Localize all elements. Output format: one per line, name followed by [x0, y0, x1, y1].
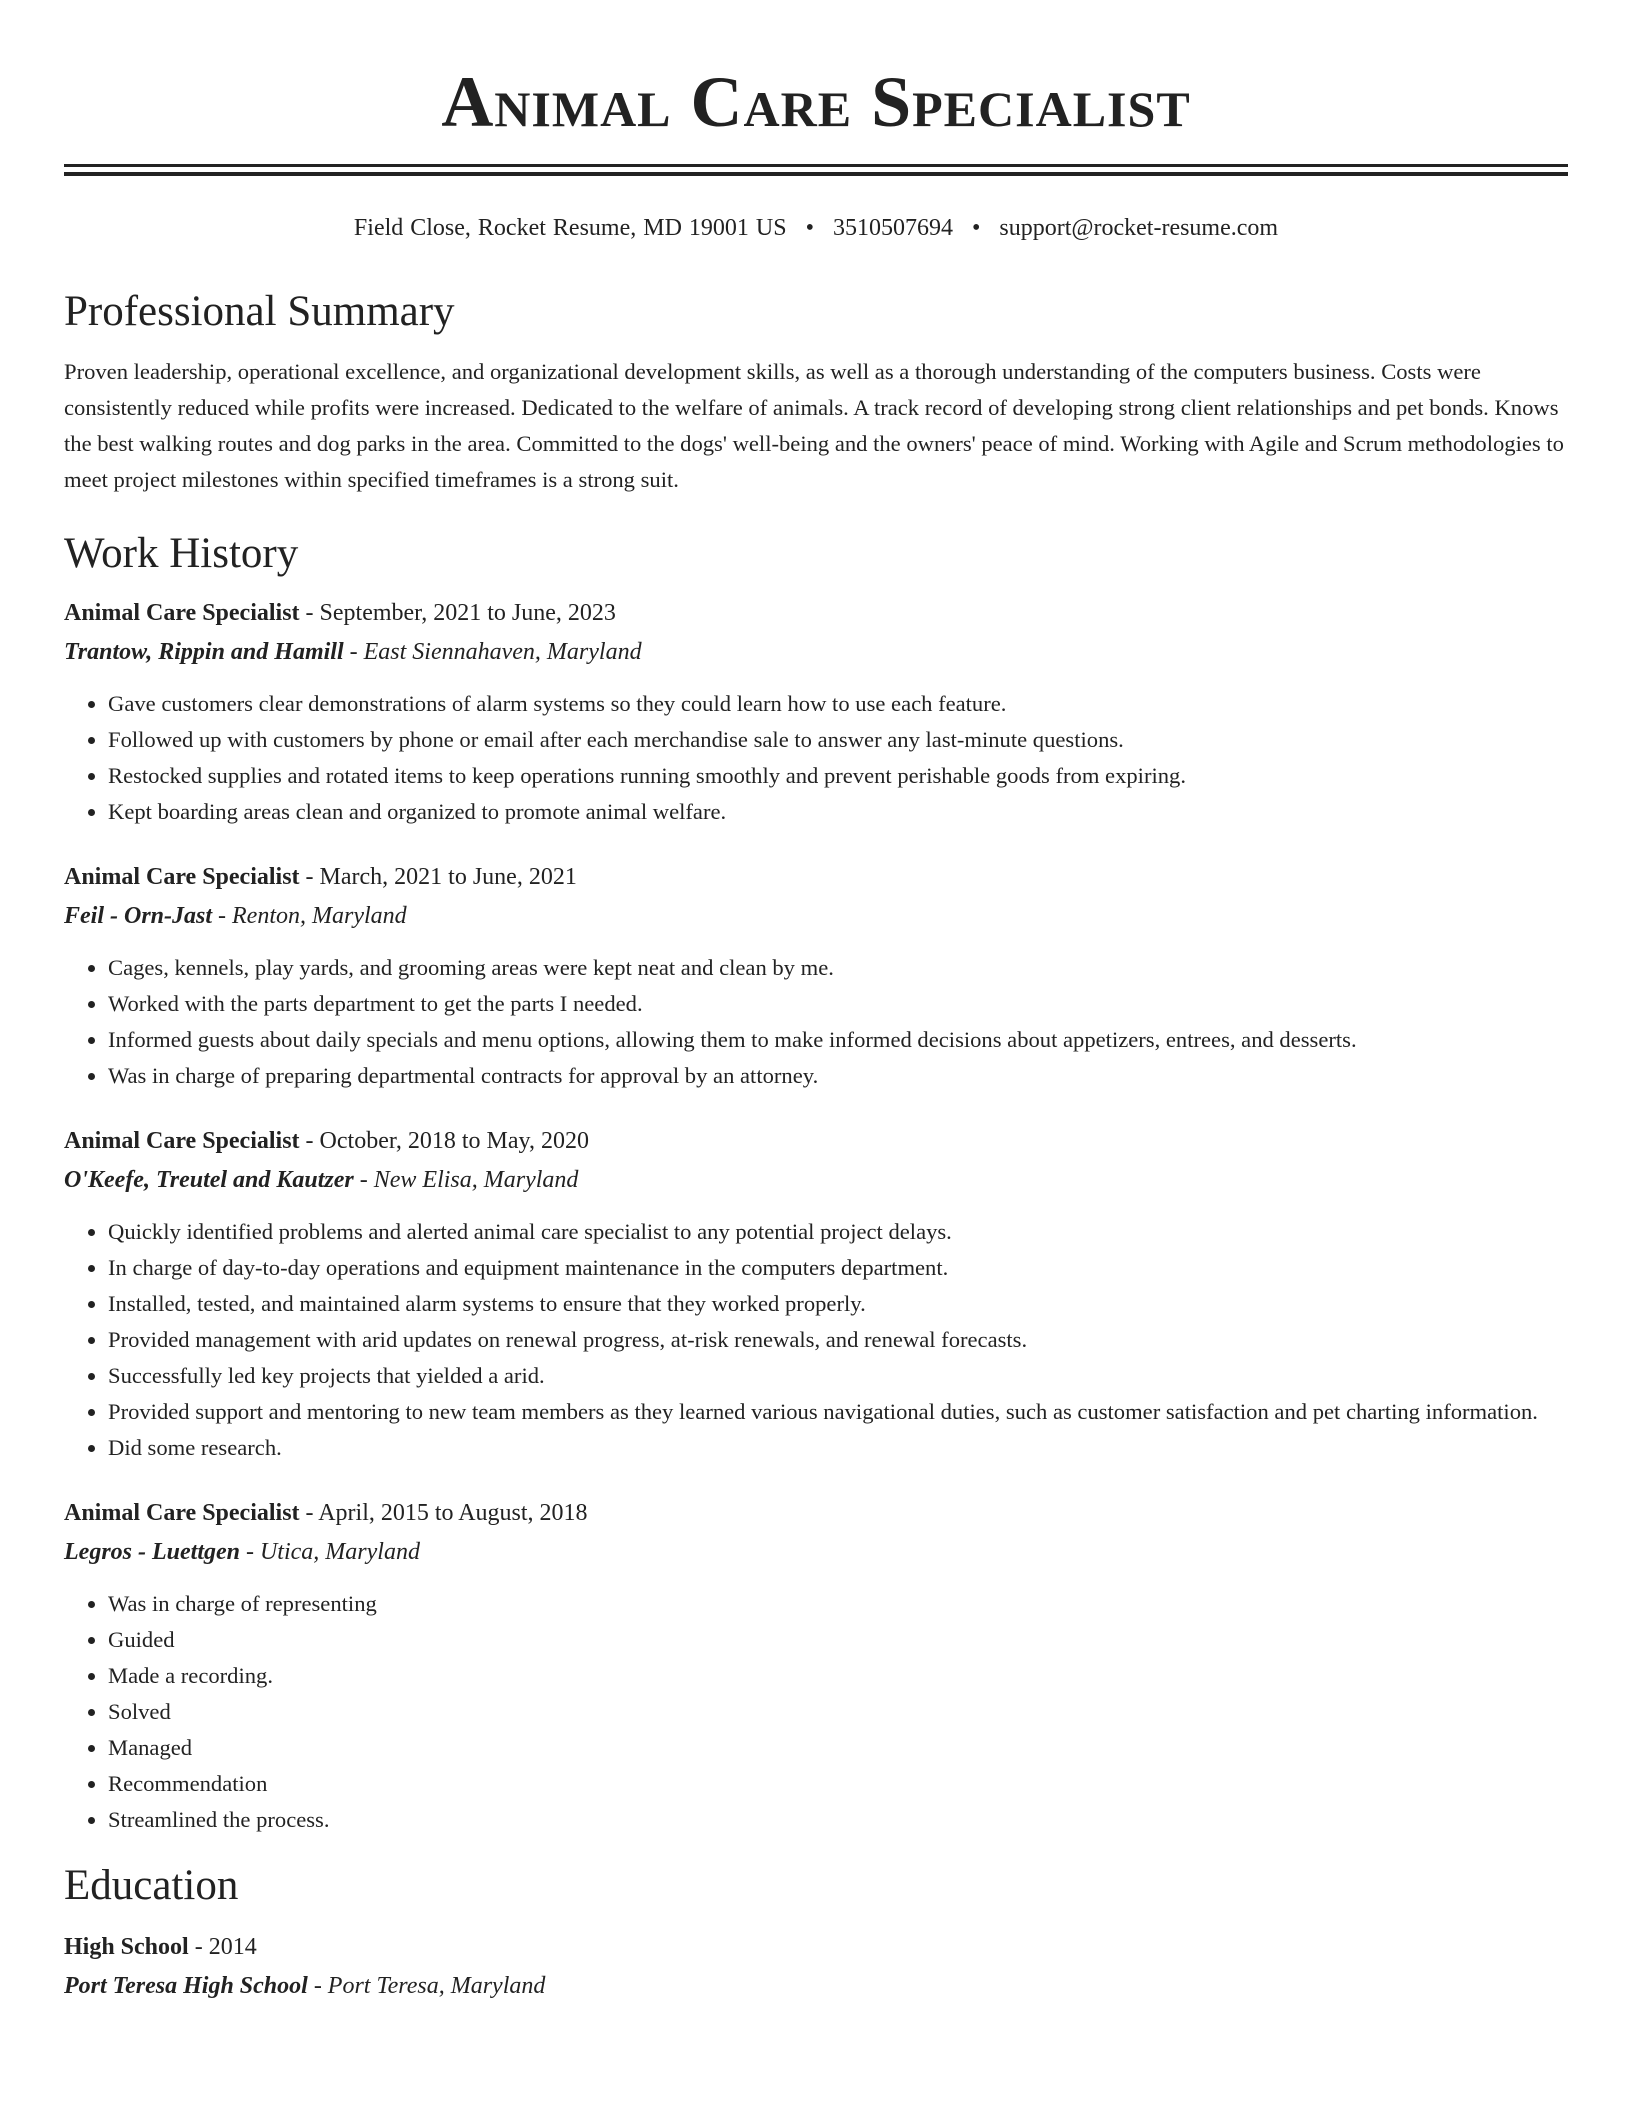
contact-address: Field Close, Rocket Resume, MD 19001 US — [353, 215, 787, 241]
job-dates: - October, 2018 to May, 2020 — [299, 1128, 589, 1154]
education-entry — [64, 1928, 1568, 2006]
employer-name: Legros - Luettgen — [64, 1539, 240, 1565]
job-bullet: • Informed guests about daily specials and menu options, allowing them to make informed decisions about appetizers, entrees, and desserts. — [108, 1022, 1568, 1058]
contact-phone: 3510507694 — [832, 215, 953, 241]
job-bullet: • Did some research. — [108, 1430, 1568, 1466]
job-title: Animal Care Specialist — [64, 1500, 300, 1526]
job-bullet: • Quickly identified problems and alerted animal care specialist to any potential project delays. — [108, 1214, 1568, 1250]
job-bullet: • Gave customers clear demonstrations of alarm systems so they could learn how to use each feature. — [108, 686, 1568, 722]
contact-line — [64, 212, 1568, 244]
employer-location: - East Siennahaven, Maryland — [343, 639, 642, 665]
job-bullet: • Provided support and mentoring to new team members as they learned various navigational duties, such as customer satisfaction and pet charting information. — [108, 1394, 1568, 1430]
title-divider-thick — [64, 164, 1568, 167]
title-divider-thin — [64, 172, 1568, 176]
job-title: Animal Care Specialist — [64, 864, 300, 890]
school-line — [64, 1966, 1568, 2006]
school-name: Port Teresa High School — [64, 1973, 308, 1999]
job-bullets — [64, 950, 1568, 1094]
job-bullet: • Installed, tested, and maintained alarm systems to ensure that they worked properly. — [108, 1286, 1568, 1322]
job-bullet: • Worked with the parts department to get the parts I needed. — [108, 986, 1568, 1022]
employer-name: Feil - Orn-Jast — [64, 903, 213, 929]
job-title-line — [64, 594, 1568, 632]
employer-location: - Renton, Maryland — [212, 903, 407, 929]
contact-email: support@rocket-resume.com — [999, 215, 1279, 241]
job-bullet: • In charge of day-to-day operations and equipment maintenance in the computers department. — [108, 1250, 1568, 1286]
graduation-year: - 2014 — [188, 1934, 257, 1960]
employer-name: O'Keefe, Treutel and Kautzer — [64, 1167, 354, 1193]
job-title-line — [64, 1494, 1568, 1532]
job-entry — [64, 1122, 1568, 1466]
job-title-line — [64, 858, 1568, 896]
employer-location: - New Elisa, Maryland — [353, 1167, 579, 1193]
job-bullet: • Kept boarding areas clean and organized to promote animal welfare. — [108, 794, 1568, 830]
employer-location: - Utica, Maryland — [239, 1539, 420, 1565]
work-history-heading: Work History — [64, 530, 299, 577]
employer-line — [64, 632, 1568, 672]
job-bullets — [64, 1586, 1568, 1838]
employer-line — [64, 1532, 1568, 1572]
job-bullet: • Guided — [108, 1622, 1568, 1658]
job-bullet: • Followed up with customers by phone or email after each merchandise sale to answer any last-minute questions. — [108, 722, 1568, 758]
contact-separator: • — [971, 215, 981, 241]
job-dates: - September, 2021 to June, 2023 — [299, 600, 616, 626]
job-bullet: • Was in charge of preparing departmental contracts for approval by an attorney. — [108, 1058, 1568, 1094]
employer-line — [64, 896, 1568, 936]
job-bullet: • Was in charge of representing — [108, 1586, 1568, 1622]
summary-text: Proven leadership, operational excellence, and organizational development skills, as well as a thorough understanding of the computers business. Costs were consistently reduced while profits were increased. Dedicated to the welfare of animals. A track record of developing strong client relationships and pet bonds. Knows the best walking routes and dog parks in the area. Committed to the dogs' well-being and the owners' peace of mind. Working with Agile and Scrum methodologies to meet project milestones within specified timeframes is a strong suit. — [64, 359, 1564, 492]
job-bullet: • Provided management with arid updates on renewal progress, at-risk renewals, and renewal forecasts. — [108, 1322, 1568, 1358]
job-dates: - March, 2021 to June, 2021 — [299, 864, 577, 890]
job-bullet: • Restocked supplies and rotated items to keep operations running smoothly and prevent perishable goods from expiring. — [108, 758, 1568, 794]
job-bullet: • Made a recording. — [108, 1658, 1568, 1694]
job-dates: - April, 2015 to August, 2018 — [299, 1500, 588, 1526]
employer-line — [64, 1160, 1568, 1200]
resume-title: Animal Care Specialist — [441, 62, 1191, 142]
school-location: - Port Teresa, Maryland — [307, 1973, 546, 1999]
job-entry — [64, 1494, 1568, 1838]
job-bullet: • Streamlined the process. — [108, 1802, 1568, 1838]
degree: High School — [64, 1934, 189, 1960]
job-title: Animal Care Specialist — [64, 1128, 300, 1154]
degree-line — [64, 1928, 1568, 1966]
job-bullets — [64, 1214, 1568, 1466]
job-bullet: • Recommendation — [108, 1766, 1568, 1802]
job-title: Animal Care Specialist — [64, 600, 300, 626]
job-bullets — [64, 686, 1568, 830]
contact-separator: • — [805, 215, 814, 241]
employer-name: Trantow, Rippin and Hamill — [64, 639, 344, 665]
job-entry — [64, 858, 1568, 1094]
job-bullet: • Successfully led key projects that yielded a arid. — [108, 1358, 1568, 1394]
summary-heading: Professional Summary — [64, 288, 455, 335]
job-bullet: • Solved — [108, 1694, 1568, 1730]
job-bullet: • Cages, kennels, play yards, and grooming areas were kept neat and clean by me. — [108, 950, 1568, 986]
job-bullet: • Managed — [108, 1730, 1568, 1766]
job-title-line — [64, 1122, 1568, 1160]
education-heading: Education — [64, 1862, 239, 1909]
job-entry — [64, 594, 1568, 830]
